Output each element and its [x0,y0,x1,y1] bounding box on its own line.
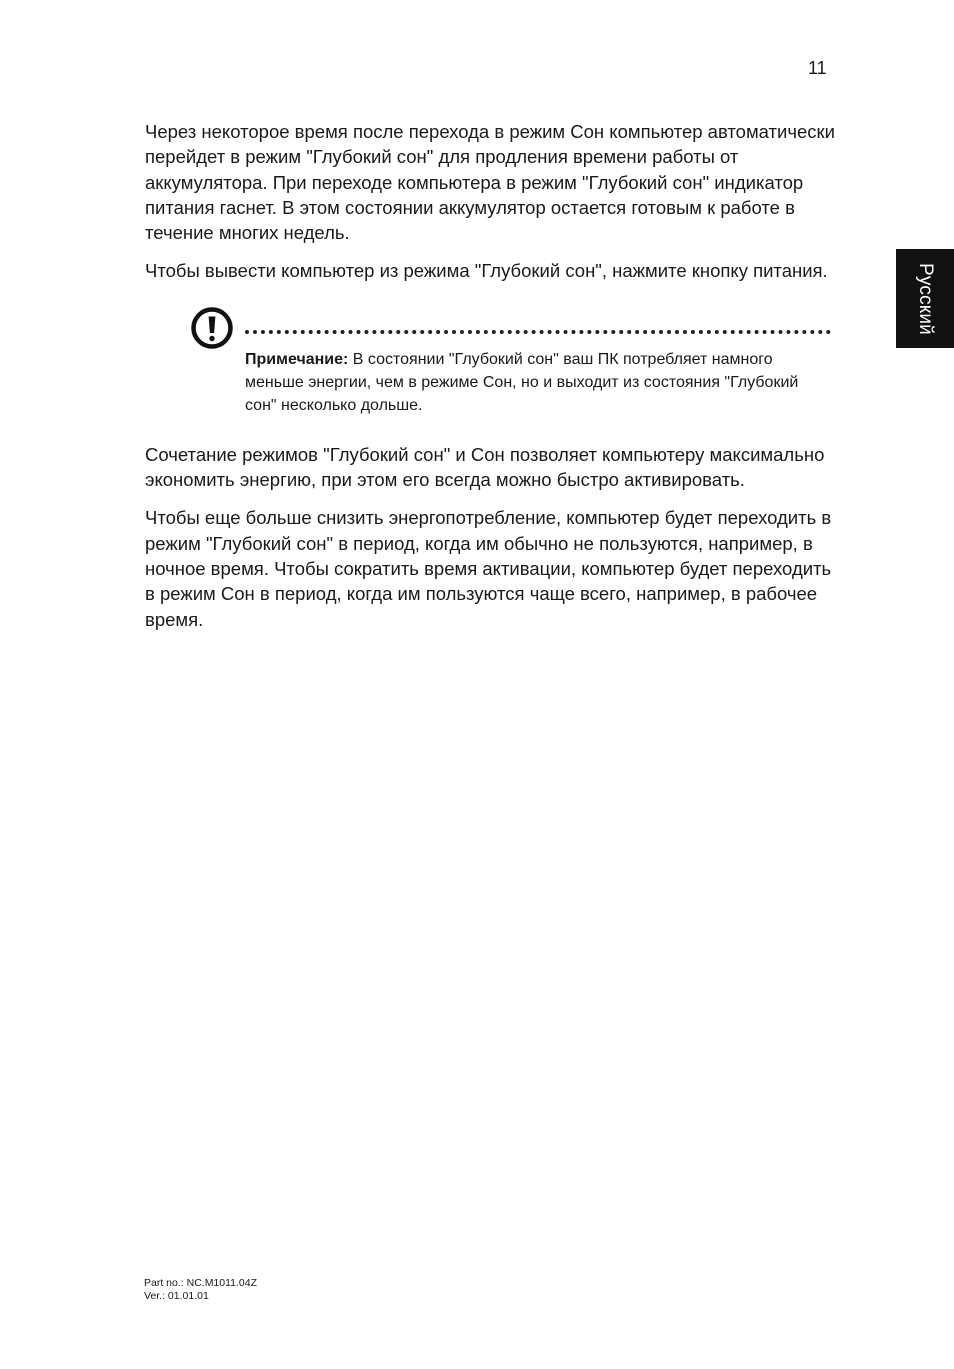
document-footer [144,1277,257,1303]
note-text [245,348,805,417]
version: Ver.: 01.01.01 [144,1290,209,1302]
language-tab [896,249,954,348]
page-number: 11 [808,58,827,78]
paragraph-sleep-combination: Сочетание режимов "Глубокий сон" и Сон позволяет компьютеру максимально экономить энергию, при этом его всегда можно быстро активировать. [145,443,825,491]
note-label: Примечание: [245,350,349,368]
paragraph-hibernation-transition: Через некоторое время после перехода в режим Сон компьютер автоматически перейдет в режим "Глубокий сон" для продления времени работы от аккумулятора. При переходе компьютера в режим "Глубокий сон" индикатор питания гаснет. В этом состоянии аккумулятор остается готовым к работе в течение многих недель. [145,121,835,244]
note-body: В состоянии "Глубокий сон" ваш ПК потребляет намного меньше энергии, чем в режиме Сон, но и выходит из состояния "Глубокий сон" несколько дольше. [245,350,799,414]
paragraph-schedule: Чтобы еще больше снизить энергопотребление, компьютер будет переходить в режим "Глубокий сон" в период, когда им обычно не пользуются, например, в ночное время. Чтобы сократить время активации, компьютер будет переходить в режим Сон в период, когда им пользуются чаще всего, например, в рабочее время. [145,507,832,630]
part-number: Part no.: NC.M1011.04Z [144,1277,258,1289]
language-tab-label: Русский [915,262,936,335]
paragraph-wake-from-hibernation: Чтобы вывести компьютер из режима "Глубокий сон", нажмите кнопку питания. [145,260,828,282]
exclamation-circle-icon [190,306,234,350]
note-divider [245,330,831,334]
page-content [145,119,835,632]
note-block [145,296,835,442]
